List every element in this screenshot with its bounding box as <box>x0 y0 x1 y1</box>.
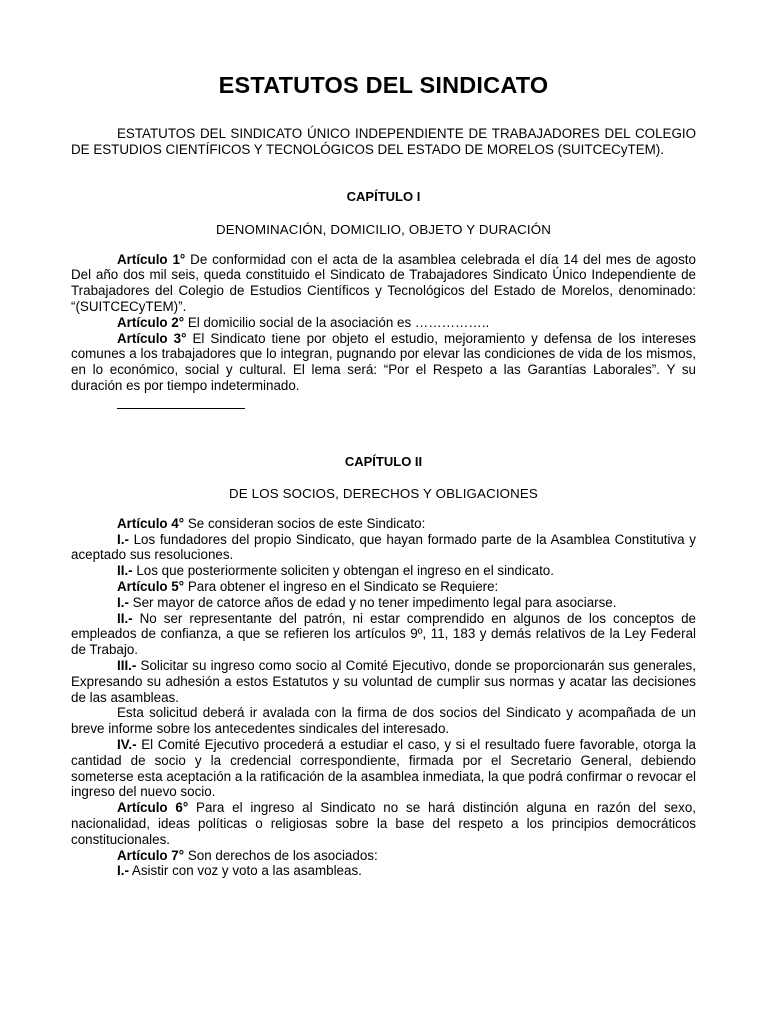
article-4-item-2-text: Los que posteriormente soliciten y obtengan el ingreso en el sindicato. <box>136 563 554 579</box>
article-3-text: El Sindicato tiene por objeto el estudio, mejoramiento y defensa de los intereses comunes a los trabajadores que lo integran, pugnando por elevar las condiciones de vida de los mismos, en lo económico, social y cultural. El lema será: “Por el Respeto a las Garantías Laborales”. Y su duración es por tiempo indeterminado. <box>71 330 696 393</box>
article-5-item-2-text: No ser representante del patrón, ni estar comprendido en algunos de los conceptos de empleados de confianza, a que se refieren los artículos 9º, 11, 183 y demás relativos de la Ley Federal de Trabajo. <box>71 610 696 658</box>
article-5 <box>71 579 696 595</box>
article-5-note: Esta solicitud deberá ir avalada con la firma de dos socios del Sindicato y acompañada de un breve informe sobre los antecedentes sindicales del interesado. <box>71 705 696 737</box>
article-5-item-4 <box>71 737 696 800</box>
article-5-text: Para obtener el ingreso en el Sindicato se Requiere: <box>187 578 499 594</box>
article-5-item-1-text: Ser mayor de catorce años de edad y no tener impedimento legal para asociarse. <box>132 594 617 610</box>
chapter-1-heading: CAPÍTULO I <box>346 188 421 204</box>
article-5-item-1-label: I.- <box>117 594 129 610</box>
article-5-item-3-label: III.- <box>117 657 137 673</box>
article-4-text: Se consideran socios de este Sindicato: <box>187 515 426 531</box>
article-1-text: De conformidad con el acta de la asamblea celebrada el día 14 del mes de agosto Del año dos mil seis, queda constituido el Sindicato de Trabajadores Sindicato Único Independiente de Trabajadores del Colegio de Estudios Científicos y Tecnológicos del Estado de Morelos, denominado: “(SUITCECyTEM)”. <box>71 251 696 314</box>
article-4-item-1-label: I.- <box>117 531 129 547</box>
article-5-item-1 <box>71 595 696 611</box>
article-4 <box>71 516 696 532</box>
article-6-label: Artículo 6° <box>117 800 189 816</box>
article-3-label: Artículo 3° <box>117 330 187 346</box>
article-2-text: El domicilio social de la asociación es …………….. <box>187 314 490 330</box>
article-1 <box>71 252 696 315</box>
article-7-item-1 <box>71 863 696 879</box>
article-7 <box>71 848 696 864</box>
article-5-item-4-text: El Comité Ejecutivo procederá a estudiar el caso, y si el resultado fuere favorable, otorga la cantidad de socio y la credencial correspondiente, firmada por el Secretario General, debiendo someterse esta aceptación a la ratificación de la asamblea inmediata, la que podrá confirmar o revocar el ingreso del nuevo socio. <box>71 736 696 800</box>
article-5-item-2-label: II.- <box>117 610 133 626</box>
article-7-item-1-label: I.- <box>117 863 129 879</box>
article-3 <box>71 331 696 394</box>
document-title: ESTATUTOS DEL SINDICATO <box>218 72 549 98</box>
article-4-item-1 <box>71 532 696 564</box>
article-4-item-1-text: Los fundadores del propio Sindicato, que hayan formado parte de la Asamblea Constitutiva y aceptado sus resoluciones. <box>71 531 696 563</box>
chapter-1-subtitle: DENOMINACIÓN, DOMICILIO, OBJETO Y DURACIÓN <box>215 221 552 237</box>
article-6 <box>71 800 696 847</box>
article-7-text: Son derechos de los asociados: <box>187 847 378 863</box>
article-4-item-2 <box>71 563 696 579</box>
article-7-label: Artículo 7° <box>117 847 185 863</box>
article-1-label: Artículo 1° <box>117 251 186 267</box>
article-5-item-3 <box>71 658 696 705</box>
article-7-item-1-text: Asistir con voz y voto a las asambleas. <box>131 863 362 879</box>
article-6-text: Para el ingreso al Sindicato no se hará distinción alguna en razón del sexo, nacionalidad, ideas políticas o religiosas sobre la base del respeto a los principios democráticos constitucionales. <box>71 800 696 847</box>
article-4-label: Artículo 4° <box>117 515 185 531</box>
article-2 <box>71 315 696 331</box>
article-5-item-4-label: IV.- <box>117 736 137 752</box>
article-4-item-2-label: II.- <box>117 563 133 579</box>
intro-paragraph: ESTATUTOS DEL SINDICATO ÚNICO INDEPENDIENTE DE TRABAJADORES DEL COLEGIO DE ESTUDIOS CIENTÍFICOS Y TECNOLÓGICOS DEL ESTADO DE MORELOS (SUITCECyTEM). <box>71 126 696 157</box>
article-5-item-2 <box>71 611 696 658</box>
underline-divider <box>117 394 245 409</box>
article-2-label: Artículo 2° <box>117 314 185 330</box>
chapter-2-subtitle: DE LOS SOCIOS, DERECHOS Y OBLIGACIONES <box>229 485 538 501</box>
article-5-label: Artículo 5° <box>117 578 185 594</box>
article-5-item-3-text: Solicitar su ingreso como socio al Comité Ejecutivo, donde se proporcionarán sus generales, Expresando su adhesión a estos Estatutos y su voluntad de cumplir sus normas y acatar las decisiones de las asambleas. <box>71 657 696 705</box>
chapter-2-heading: CAPÍTULO II <box>344 453 423 469</box>
